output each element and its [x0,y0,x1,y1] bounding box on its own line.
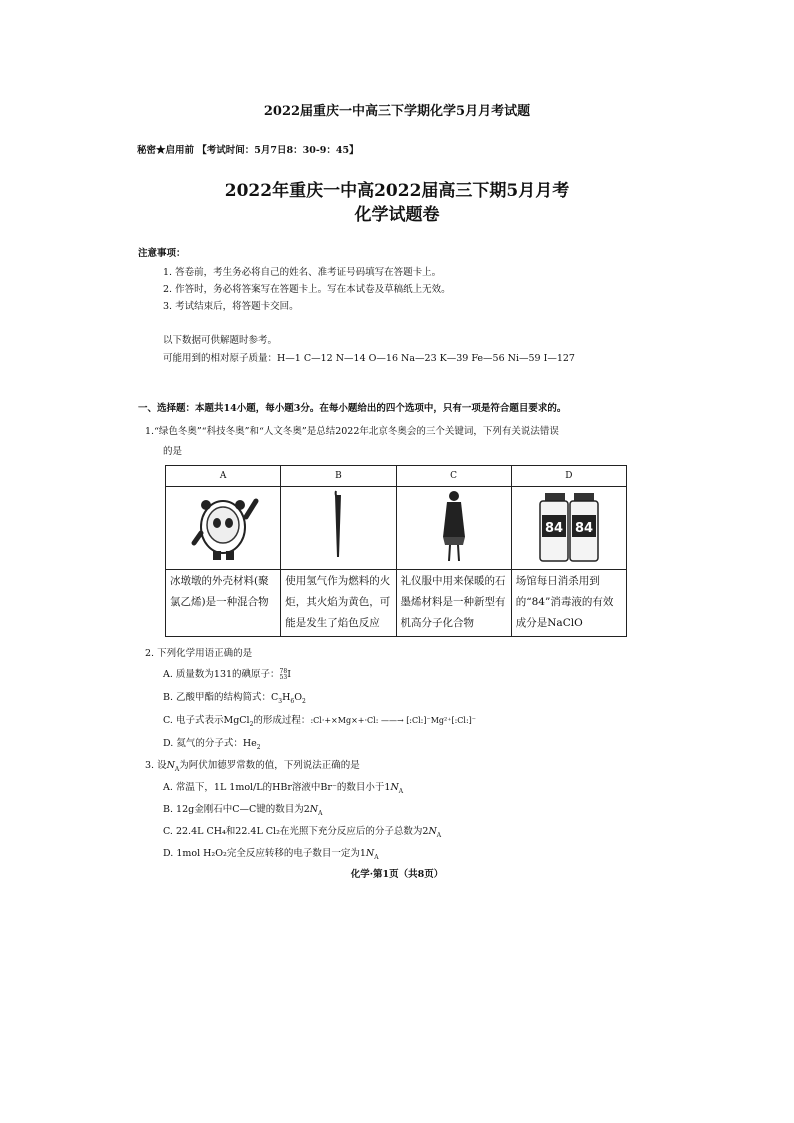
q2-option-b: B. 乙酸甲酯的结构简式：$C_3H_6O_2$ [163,692,306,705]
q1-options-table [165,465,627,637]
q3-option-c: C. 22.4L CH₄和22.4L Cl₂在光照下充分反应后的分子总数为$2N_A$ [163,826,442,839]
secret-line: 秘密★启用前 【考试时间：5月7日8：30-9：45】 [137,145,359,156]
option-c-image [396,487,511,570]
option-b-text: 使用氢气作为燃料的火炬，其火焰为黄色，可能是发生了焰色反应 [281,570,396,637]
q2-option-a: A. 质量数为131的碘原子：78 53I [163,667,291,681]
option-a-label: A [166,466,281,487]
notes-title: 注意事项： [138,248,186,259]
q3-stem: 3. 设$N_A$为阿伏加德罗常数的值，下列说法正确的是 [145,760,360,773]
option-d-image [511,487,626,570]
option-c-text: 礼仪服中用来保暖的石墨烯材料是一种新型有机高分子化合物 [396,570,511,637]
ceremony-dress-icon [443,491,465,561]
main-title: 2022年重庆一中高2022届高三下期5月月考 [224,181,570,201]
q3-option-a: A. 常温下，1L 1mol/L的HBr溶液中Br⁻的数目小于$1N_A$ [163,782,404,795]
option-d-text: 场馆每日消杀用到的“84”消毒液的有效成分是NaClO [511,570,626,637]
option-b-image [281,487,396,570]
bottle-label: 84 [544,521,563,536]
option-b-label: B [281,466,396,487]
q2-option-d: D. 氦气的分子式：$He_2$ [163,738,261,751]
torch-icon [335,491,341,557]
header-title: 2022届重庆一中高三下学期化学5月月考试题 [263,104,531,119]
option-d-label: D [511,466,626,487]
q2-option-c: C. 电子式表示MgCl$_2$的形成过程：:Cl·+×Mg×+·Cl: ——→ [:Cl:]⁻Mg²⁺[:Cl:]⁻ [163,715,476,728]
option-c-label: C [396,466,511,487]
bottle-label: 84 [574,521,593,536]
q3-option-d: D. 1mol H₂O₂完全反应转移的电子数目一定为$1N_A$ [163,848,379,861]
q3-option-b: B. 12g金刚石中C—C键的数目为$2N_A$ [163,804,323,817]
page-footer: 化学·第1页（共8页） [350,869,444,880]
section-title: 一、选择题：本题共14小题，每小题3分。在每小题给出的四个选项中，只有一项是符合题目要求的。 [138,403,567,414]
q1-stem-cont: 的是 [163,446,183,457]
q2-stem: 2. 下列化学用语正确的是 [145,648,253,659]
option-a-text: 冰墩墩的外壳材料(聚氯乙烯)是一种混合物 [166,570,281,637]
q1-stem: 1.“绿色冬奥”“科技冬奥”和“人文冬奥”是总结2022年北京冬奥会的三个关键词，下列有关说法错误 [145,426,559,437]
ref-intro: 以下数据可供解题时参考。 [163,335,278,346]
option-a-image [166,487,281,570]
sub-title: 化学试题卷 [354,205,440,225]
atomic-masses: 可能用到的相对原子质量：H—1 C—12 N—14 O—16 Na—23 K—39 Fe—56 Ni—59 I—127 [163,353,575,364]
panda-mascot-icon [194,500,256,560]
note-item: 1. 答卷前，考生务必将自己的姓名、准考证号码填写在答题卡上。 [163,267,442,278]
note-item: 2. 作答时，务必将答案写在答题卡上。写在本试卷及草稿纸上无效。 [163,284,451,295]
note-item: 3. 考试结束后，将答题卡交回。 [163,301,299,312]
